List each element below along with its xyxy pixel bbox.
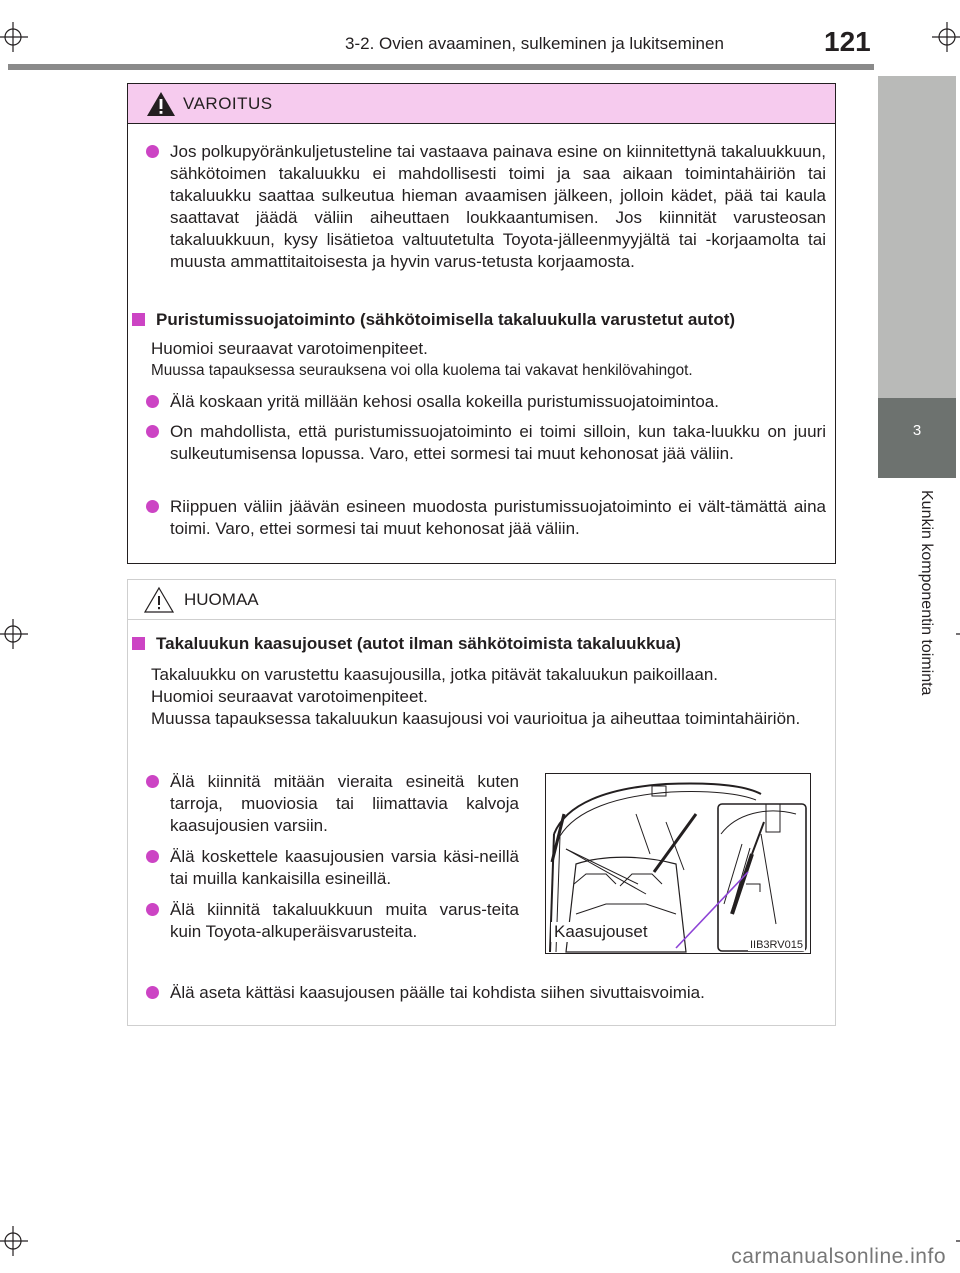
registration-mark-icon	[932, 22, 960, 52]
list-item	[146, 421, 826, 465]
warning-bullet-4: Riippuen väliin jäävän esineen muodosta puristumissuojatoiminto ei vält-tämättä aina toimi. Varo, ettei sormesi tai muut kehonosat jää väliin.	[170, 497, 826, 538]
list-item	[146, 141, 826, 273]
warning-bullet-2: Älä koskaan yritä millään kehosi osalla kokeilla puristumissuojatoimintoa.	[170, 392, 719, 411]
warning-title: VAROITUS	[183, 94, 273, 113]
notice-subheading: Takaluukun kaasujouset (autot ilman sähkötoimista takaluukkua)	[132, 633, 681, 655]
notice-bullet-4: Älä aseta kättäsi kaasujousen päälle tai kohdista siihen sivuttaisvoimia.	[170, 983, 705, 1002]
notice-intro-1: Takaluukku on varustettu kaasujousilla, jotka pitävät takaluukun paikoillaan.	[151, 665, 719, 684]
bullet-icon	[146, 425, 159, 438]
registration-mark-icon	[0, 1226, 28, 1256]
notice-bullet-3: Älä kiinnitä takaluukkuun muita varus-teita kuin Toyota-alkuperäisvarusteita.	[170, 900, 519, 941]
notice-intro	[151, 664, 826, 730]
header-rule	[8, 64, 874, 70]
caution-triangle-icon	[144, 586, 174, 614]
bullet-icon	[146, 500, 159, 513]
list-item	[146, 771, 519, 837]
bullet-icon	[146, 395, 159, 408]
warning-subheading: Puristumissuojatoiminto (sähkötoimisella takaluukulla varustetut autot)	[132, 309, 735, 331]
bullet-icon	[146, 145, 159, 158]
list-item	[146, 846, 519, 890]
warning-bullet-1: Jos polkupyöränkuljetusteline tai vastaava painava esine on kiinnitettynä takaluukkuun, sähkötoimen takaluukku ei mahdollisesti toimi ja saa aikaan toimintahäiriön tai takaluukku saattaa sulkeutua hieman avaamisen jälkeen, jolloin kädet, pää tai kaula saattavat jäädä väliin aiheuttaen loukkaantumisen. Jos kiinnität varusteosan takaluukkuun, kysy lisätietoa valtuutetulta Toyota-jälleenmyyjältä tai -korjaamolta tai muusta ammattitaitoisesta ja hyvin varus-tetusta korjaamosta.	[170, 142, 826, 271]
bullet-icon	[146, 775, 159, 788]
list-item	[146, 982, 826, 1004]
watermark: carmanualsonline.info	[731, 1245, 946, 1268]
chapter-title: Kunkin komponentin toiminta	[918, 490, 935, 696]
square-bullet-icon	[132, 313, 145, 326]
warning-bullet-3: On mahdollista, että puristumissuojatoiminto ei toimi silloin, kun taka-luukku on juuri sulkeutumisensa lopussa. Varo, ettei sormesi tai muut kehonosat jää väliin.	[170, 422, 826, 463]
list-item	[146, 899, 519, 943]
warning-triangle-icon	[146, 90, 176, 118]
list-item	[146, 391, 826, 413]
bullet-icon	[146, 986, 159, 999]
chapter-number-tab: 3	[878, 398, 956, 478]
warning-intro-2: Muussa tapauksessa seurauksena voi olla kuolema tai vakavat henkilövahingot.	[151, 362, 693, 379]
notice-bullet-1: Älä kiinnitä mitään vieraita esineitä kuten tarroja, muoviosia tai liimattavia kalvoja kaasujousien varsiin.	[170, 772, 519, 835]
warning-header	[128, 84, 835, 124]
figure-label: Kaasujouset	[551, 922, 651, 942]
gas-strut-illustration	[545, 773, 811, 954]
square-bullet-icon	[132, 637, 145, 650]
page-number: 121	[824, 26, 871, 57]
notice-bullet-2: Älä koskettele kaasujousien varsia käsi-neillä tai muilla kankaisilla esineillä.	[170, 847, 519, 888]
notice-header	[128, 580, 835, 620]
bullet-icon	[146, 903, 159, 916]
warning-intro-1: Huomioi seuraavat varotoimenpiteet.	[151, 339, 428, 358]
figure-code: IIB3RV015	[749, 939, 803, 951]
registration-mark-icon	[0, 619, 28, 649]
section-title: 3-2. Ovien avaaminen, sulkeminen ja lukitseminen	[345, 34, 724, 53]
side-tab-upper	[878, 76, 956, 398]
notice-intro-2: Huomioi seuraavat varotoimenpiteet.	[151, 687, 428, 706]
bullet-icon	[146, 850, 159, 863]
notice-title: HUOMAA	[184, 590, 259, 609]
list-item	[146, 496, 826, 540]
registration-mark-icon	[0, 22, 28, 52]
notice-intro-3: Muussa tapauksessa takaluukun kaasujousi voi vaurioitua ja aiheuttaa toimintahäiriön.	[151, 709, 801, 728]
